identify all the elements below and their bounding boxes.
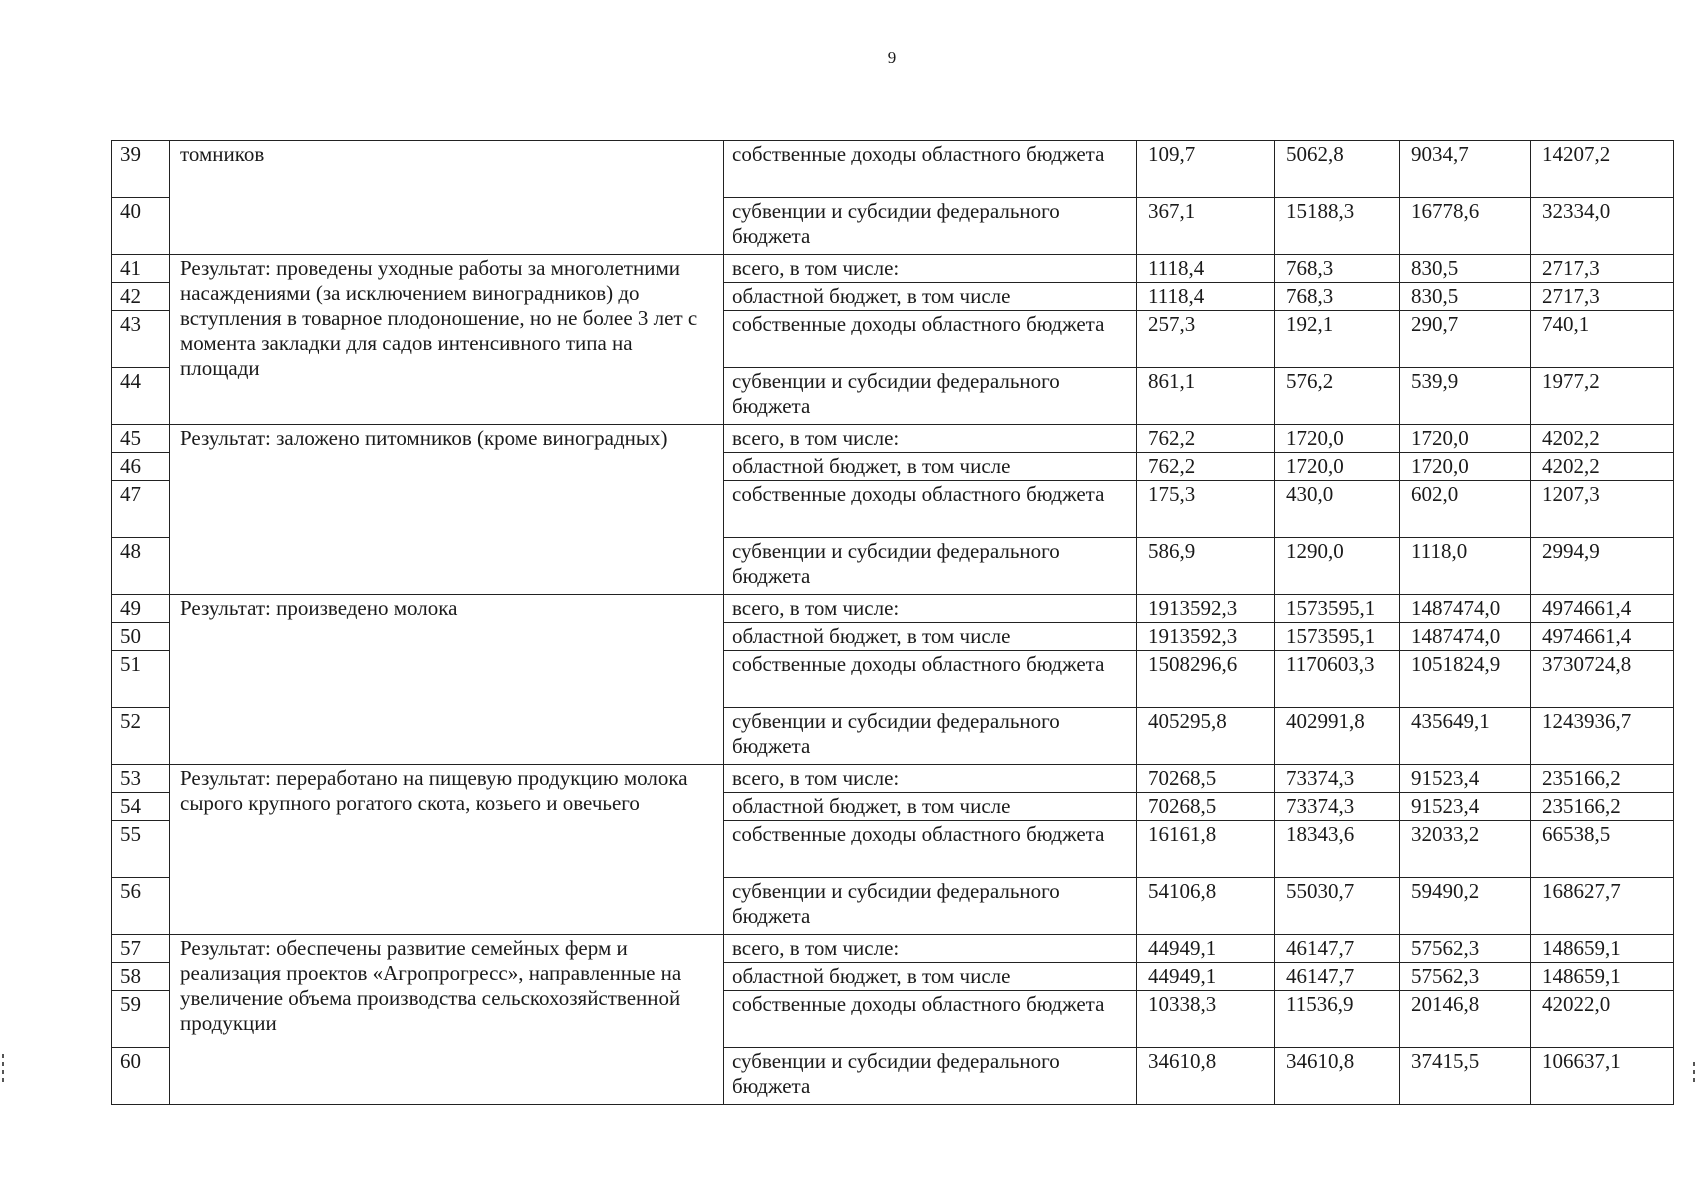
year-2-value-cell: 73374,3 (1275, 765, 1400, 793)
page-number: 9 (887, 48, 897, 67)
year-2-value-cell: 1720,0 (1275, 453, 1400, 481)
result-description-cell: Результат: обеспечены развитие семейных ферм и реализация проектов «Агропрогресс», направленные на увеличение объема производства сельскохозяйственной продукции (170, 935, 724, 1105)
total-value-cell: 1977,2 (1531, 368, 1674, 425)
year-1-value-cell: 1913592,3 (1137, 595, 1275, 623)
year-2-value-cell: 402991,8 (1275, 708, 1400, 765)
scan-mark-left (2, 1070, 4, 1074)
total-value-cell: 2717,3 (1531, 255, 1674, 283)
year-3-value-cell: 1051824,9 (1400, 651, 1531, 708)
row-number-cell: 49 (112, 595, 170, 623)
row-number-cell: 43 (112, 311, 170, 368)
total-value-cell: 4974661,4 (1531, 623, 1674, 651)
total-value-cell: 106637,1 (1531, 1048, 1674, 1105)
year-2-value-cell: 1573595,1 (1275, 595, 1400, 623)
total-value-cell: 66538,5 (1531, 821, 1674, 878)
funding-source-cell: всего, в том числе: (724, 255, 1137, 283)
year-1-value-cell: 70268,5 (1137, 793, 1275, 821)
year-3-value-cell: 830,5 (1400, 255, 1531, 283)
year-1-value-cell: 109,7 (1137, 141, 1275, 198)
scan-mark-left (2, 1062, 4, 1066)
table-row (112, 595, 1674, 623)
year-2-value-cell: 430,0 (1275, 481, 1400, 538)
year-1-value-cell: 44949,1 (1137, 963, 1275, 991)
funding-source-cell: собственные доходы областного бюджета (724, 651, 1137, 708)
year-2-value-cell: 1170603,3 (1275, 651, 1400, 708)
year-1-value-cell: 257,3 (1137, 311, 1275, 368)
table-row (112, 255, 1674, 283)
funding-source-cell: всего, в том числе: (724, 595, 1137, 623)
table-body (112, 141, 1674, 1105)
total-value-cell: 2994,9 (1531, 538, 1674, 595)
funding-source-cell: субвенции и субсидии федерального бюджета (724, 1048, 1137, 1105)
year-2-value-cell: 46147,7 (1275, 935, 1400, 963)
funding-source-cell: субвенции и субсидии федерального бюджета (724, 538, 1137, 595)
year-3-value-cell: 1487474,0 (1400, 595, 1531, 623)
funding-source-cell: областной бюджет, в том числе (724, 793, 1137, 821)
year-1-value-cell: 1913592,3 (1137, 623, 1275, 651)
budget-table (111, 140, 1674, 1105)
year-2-value-cell: 1720,0 (1275, 425, 1400, 453)
row-number-cell: 46 (112, 453, 170, 481)
year-3-value-cell: 1118,0 (1400, 538, 1531, 595)
year-2-value-cell: 15188,3 (1275, 198, 1400, 255)
row-number-cell: 41 (112, 255, 170, 283)
total-value-cell: 2717,3 (1531, 283, 1674, 311)
total-value-cell: 148659,1 (1531, 963, 1674, 991)
funding-source-cell: субвенции и субсидии федерального бюджета (724, 708, 1137, 765)
year-2-value-cell: 768,3 (1275, 255, 1400, 283)
total-value-cell: 235166,2 (1531, 793, 1674, 821)
row-number-cell: 55 (112, 821, 170, 878)
total-value-cell: 4202,2 (1531, 425, 1674, 453)
total-value-cell: 4202,2 (1531, 453, 1674, 481)
row-number-cell: 56 (112, 878, 170, 935)
funding-source-cell: собственные доходы областного бюджета (724, 141, 1137, 198)
year-2-value-cell: 55030,7 (1275, 878, 1400, 935)
scan-mark-right (1693, 1070, 1695, 1074)
result-description-cell: Результат: заложено питомников (кроме виноградных) (170, 425, 724, 595)
year-3-value-cell: 539,9 (1400, 368, 1531, 425)
row-number-cell: 42 (112, 283, 170, 311)
scan-mark-left (2, 1078, 4, 1082)
year-1-value-cell: 1508296,6 (1137, 651, 1275, 708)
row-number-cell: 57 (112, 935, 170, 963)
year-2-value-cell: 11536,9 (1275, 991, 1400, 1048)
year-1-value-cell: 367,1 (1137, 198, 1275, 255)
scan-mark-right (1693, 1078, 1695, 1082)
year-2-value-cell: 46147,7 (1275, 963, 1400, 991)
year-2-value-cell: 192,1 (1275, 311, 1400, 368)
row-number-cell: 58 (112, 963, 170, 991)
year-3-value-cell: 435649,1 (1400, 708, 1531, 765)
year-1-value-cell: 405295,8 (1137, 708, 1275, 765)
year-2-value-cell: 73374,3 (1275, 793, 1400, 821)
result-description-cell: Результат: проведены уходные работы за многолетними насаждениями (за исключением виноградников) до вступления в товарное плодоношение, но не более 3 лет с момента закладки для садов интенсивного типа на площади (170, 255, 724, 425)
year-2-value-cell: 1290,0 (1275, 538, 1400, 595)
table-row (112, 141, 1674, 198)
row-number-cell: 50 (112, 623, 170, 651)
year-3-value-cell: 1720,0 (1400, 453, 1531, 481)
year-1-value-cell: 586,9 (1137, 538, 1275, 595)
funding-source-cell: всего, в том числе: (724, 425, 1137, 453)
funding-source-cell: субвенции и субсидии федерального бюджета (724, 878, 1137, 935)
year-1-value-cell: 44949,1 (1137, 935, 1275, 963)
result-description-cell: томников (170, 141, 724, 255)
funding-source-cell: собственные доходы областного бюджета (724, 821, 1137, 878)
year-2-value-cell: 34610,8 (1275, 1048, 1400, 1105)
total-value-cell: 1207,3 (1531, 481, 1674, 538)
funding-source-cell: всего, в том числе: (724, 935, 1137, 963)
year-3-value-cell: 57562,3 (1400, 935, 1531, 963)
funding-source-cell: областной бюджет, в том числе (724, 623, 1137, 651)
year-3-value-cell: 830,5 (1400, 283, 1531, 311)
year-3-value-cell: 59490,2 (1400, 878, 1531, 935)
year-1-value-cell: 762,2 (1137, 425, 1275, 453)
year-1-value-cell: 16161,8 (1137, 821, 1275, 878)
funding-source-cell: всего, в том числе: (724, 765, 1137, 793)
year-2-value-cell: 5062,8 (1275, 141, 1400, 198)
year-3-value-cell: 91523,4 (1400, 765, 1531, 793)
row-number-cell: 51 (112, 651, 170, 708)
funding-source-cell: собственные доходы областного бюджета (724, 481, 1137, 538)
row-number-cell: 45 (112, 425, 170, 453)
row-number-cell: 59 (112, 991, 170, 1048)
year-3-value-cell: 1720,0 (1400, 425, 1531, 453)
year-3-value-cell: 57562,3 (1400, 963, 1531, 991)
year-3-value-cell: 290,7 (1400, 311, 1531, 368)
year-3-value-cell: 91523,4 (1400, 793, 1531, 821)
total-value-cell: 235166,2 (1531, 765, 1674, 793)
year-3-value-cell: 9034,7 (1400, 141, 1531, 198)
year-1-value-cell: 762,2 (1137, 453, 1275, 481)
scan-mark-right (1693, 1062, 1695, 1066)
row-number-cell: 52 (112, 708, 170, 765)
row-number-cell: 44 (112, 368, 170, 425)
funding-source-cell: собственные доходы областного бюджета (724, 311, 1137, 368)
funding-source-cell: областной бюджет, в том числе (724, 453, 1137, 481)
year-1-value-cell: 10338,3 (1137, 991, 1275, 1048)
total-value-cell: 32334,0 (1531, 198, 1674, 255)
year-2-value-cell: 768,3 (1275, 283, 1400, 311)
row-number-cell: 47 (112, 481, 170, 538)
total-value-cell: 1243936,7 (1531, 708, 1674, 765)
funding-source-cell: областной бюджет, в том числе (724, 283, 1137, 311)
year-2-value-cell: 1573595,1 (1275, 623, 1400, 651)
row-number-cell: 60 (112, 1048, 170, 1105)
funding-source-cell: областной бюджет, в том числе (724, 963, 1137, 991)
total-value-cell: 168627,7 (1531, 878, 1674, 935)
total-value-cell: 4974661,4 (1531, 595, 1674, 623)
year-3-value-cell: 20146,8 (1400, 991, 1531, 1048)
table-row (112, 425, 1674, 453)
total-value-cell: 14207,2 (1531, 141, 1674, 198)
total-value-cell: 148659,1 (1531, 935, 1674, 963)
year-2-value-cell: 576,2 (1275, 368, 1400, 425)
row-number-cell: 48 (112, 538, 170, 595)
year-1-value-cell: 1118,4 (1137, 255, 1275, 283)
year-1-value-cell: 54106,8 (1137, 878, 1275, 935)
row-number-cell: 54 (112, 793, 170, 821)
year-3-value-cell: 32033,2 (1400, 821, 1531, 878)
result-description-cell: Результат: переработано на пищевую продукцию молока сырого крупного рогатого скота, козьего и овечьего (170, 765, 724, 935)
row-number-cell: 39 (112, 141, 170, 198)
total-value-cell: 740,1 (1531, 311, 1674, 368)
row-number-cell: 53 (112, 765, 170, 793)
scan-mark-left (2, 1054, 4, 1058)
funding-source-cell: субвенции и субсидии федерального бюджета (724, 368, 1137, 425)
year-3-value-cell: 16778,6 (1400, 198, 1531, 255)
funding-source-cell: субвенции и субсидии федерального бюджета (724, 198, 1137, 255)
year-3-value-cell: 1487474,0 (1400, 623, 1531, 651)
year-1-value-cell: 1118,4 (1137, 283, 1275, 311)
result-description-cell: Результат: произведено молока (170, 595, 724, 765)
year-1-value-cell: 70268,5 (1137, 765, 1275, 793)
funding-source-cell: собственные доходы областного бюджета (724, 991, 1137, 1048)
table-row (112, 765, 1674, 793)
total-value-cell: 42022,0 (1531, 991, 1674, 1048)
year-1-value-cell: 34610,8 (1137, 1048, 1275, 1105)
row-number-cell: 40 (112, 198, 170, 255)
table-row (112, 935, 1674, 963)
year-3-value-cell: 602,0 (1400, 481, 1531, 538)
year-1-value-cell: 861,1 (1137, 368, 1275, 425)
year-1-value-cell: 175,3 (1137, 481, 1275, 538)
year-2-value-cell: 18343,6 (1275, 821, 1400, 878)
total-value-cell: 3730724,8 (1531, 651, 1674, 708)
year-3-value-cell: 37415,5 (1400, 1048, 1531, 1105)
